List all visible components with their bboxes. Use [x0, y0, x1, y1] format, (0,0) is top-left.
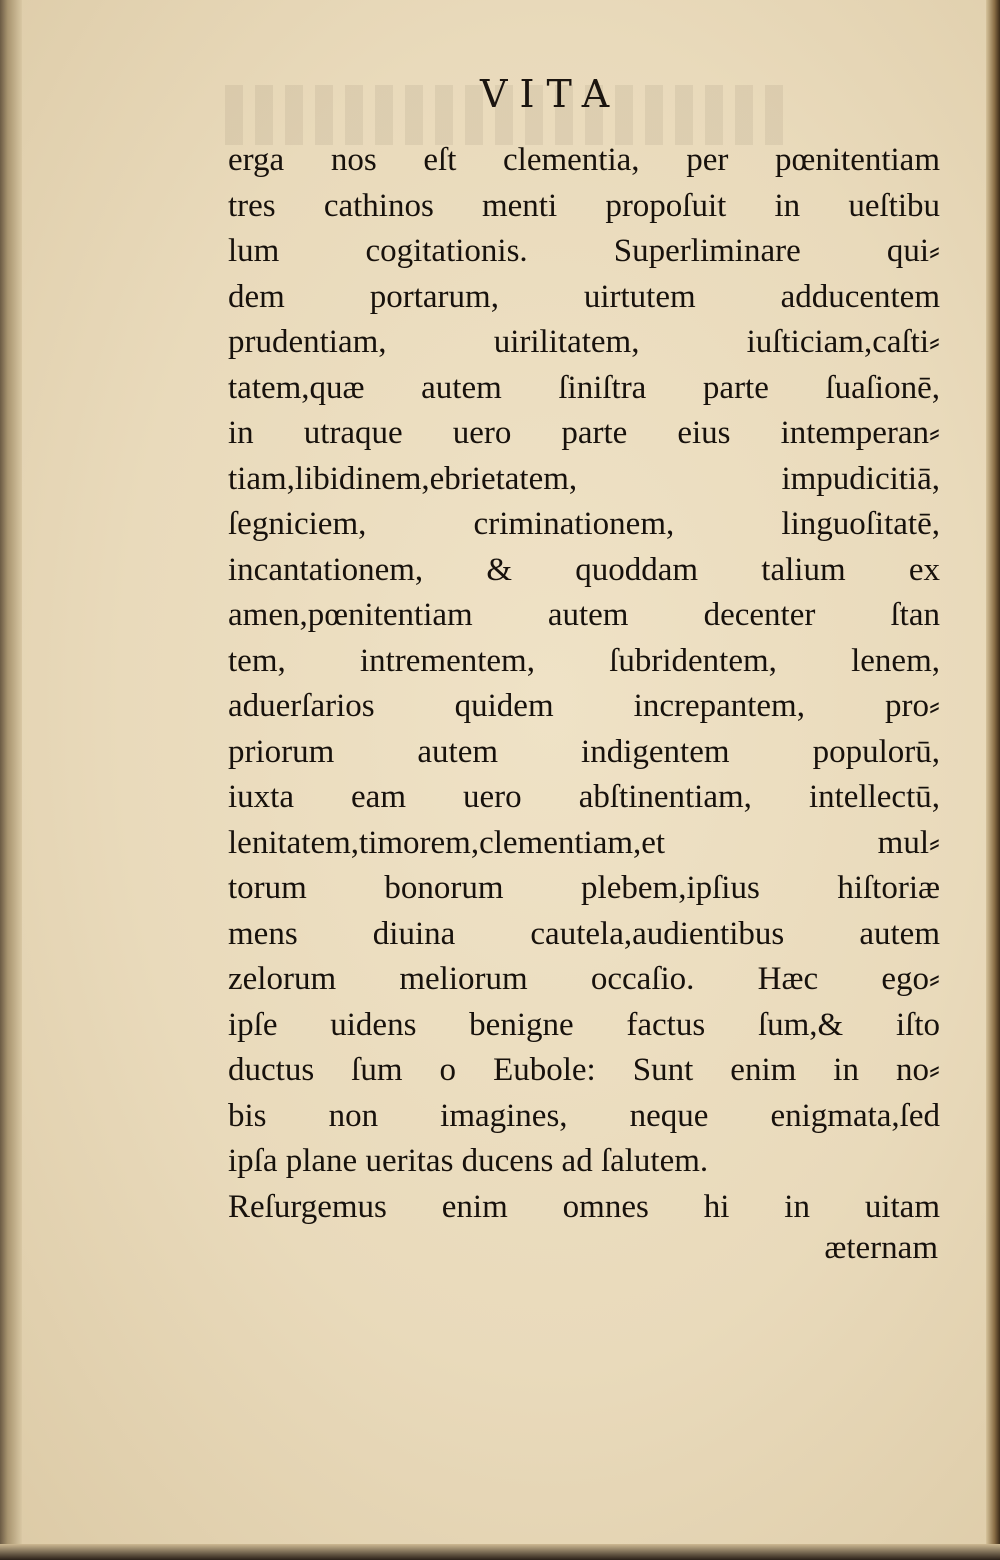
text-line: priorum autem indigentem populorū, — [228, 733, 940, 770]
text-line: ipſe uidens benigne factus ſum,& iſto — [228, 1006, 940, 1043]
running-head: VITA — [480, 72, 622, 116]
text-line: incantationem, & quoddam talium ex — [228, 551, 940, 588]
text-line: prudentiam, uirilitatem, iuſticiam,caſti⸗ — [228, 324, 940, 360]
text-line: lum cogitationis. Superliminare qui⸗ — [228, 233, 940, 269]
page-bottom-edge — [0, 1544, 1000, 1560]
page-gutter-shadow — [0, 0, 22, 1560]
text-line: tem, intrementem, ſubridentem, lenem, — [228, 642, 940, 679]
text-line: tatem,quæ autem ſiniſtra parte ſuaſionē, — [228, 369, 940, 406]
text-line: zelorum meliorum occaſio. Hæc ego⸗ — [228, 961, 940, 997]
page-right-edge — [986, 0, 1000, 1560]
text-line: dem portarum, uirtutem adducentem — [228, 278, 940, 315]
text-line: erga nos eſt clementia, per pœnitentiam — [228, 142, 940, 178]
text-line: aduerſarios quidem increpantem, pro⸗ — [228, 688, 940, 724]
text-line: Reſurgemus enim omnes hi in uitam — [228, 1188, 940, 1225]
text-line: in utraque uero parte eius intemperan⸗ — [228, 415, 940, 451]
catchword: æternam — [824, 1230, 938, 1266]
text-line: mens diuina cautela,audientibus autem — [228, 915, 940, 952]
text-line: ductus ſum o Eubole: Sunt enim in no⸗ — [228, 1052, 940, 1088]
text-line: tres cathinos menti propoſuit in ueſtibu — [228, 187, 940, 224]
text-line: ipſa plane ueritas ducens ad ſalutem. — [228, 1143, 709, 1179]
text-line: torum bonorum plebem,ipſius hiſtoriæ — [228, 870, 940, 906]
text-line: lenitatem,timorem,clementiam,et mul⸗ — [228, 824, 940, 861]
text-line: tiam,libidinem,ebrietatem, impudicitiā, — [228, 460, 940, 497]
text-line: iuxta eam uero abſtinentiam, intellectū, — [228, 779, 940, 815]
text-line: amen,pœnitentiam autem decenter ſtan — [228, 597, 940, 633]
text-block — [228, 138, 940, 1230]
text-line: ſegniciem, criminationem, linguoſitatē, — [228, 506, 940, 542]
text-line: bis non imagines, neque enigmata,ſed — [228, 1097, 940, 1134]
